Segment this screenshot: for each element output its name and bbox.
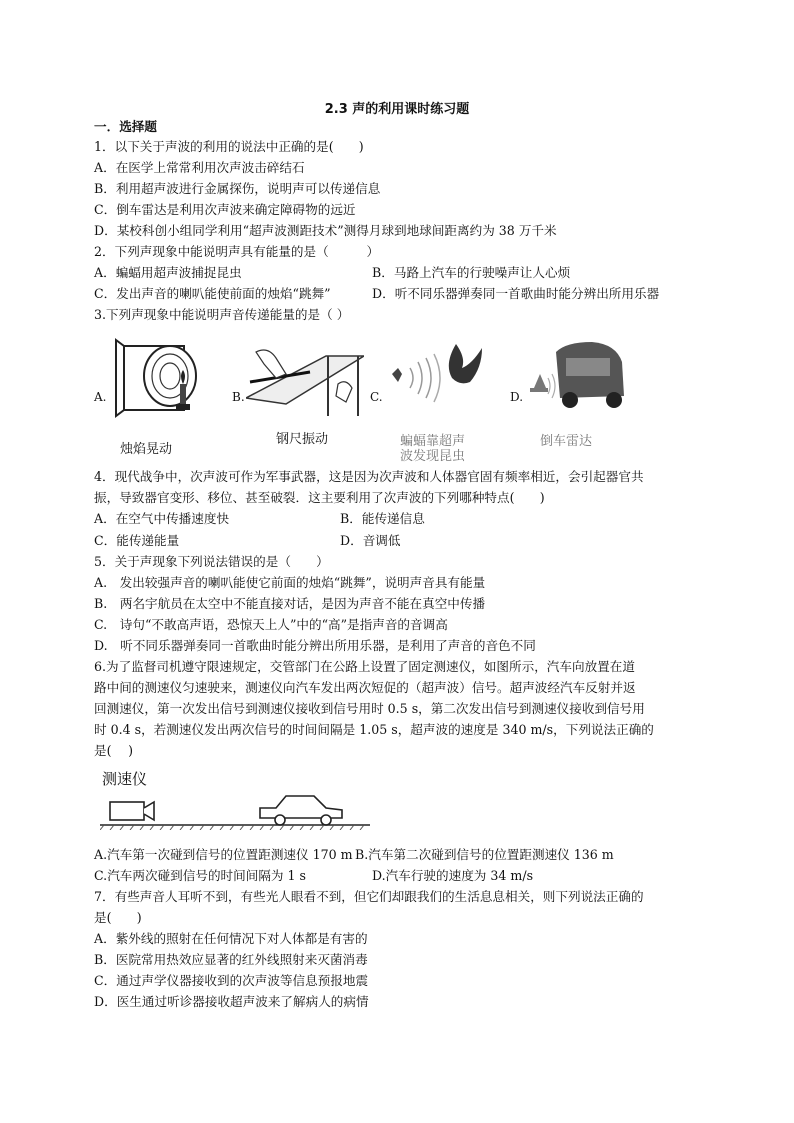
q6-option-d: D.汽车行驶的速度为 34 m/s — [372, 868, 534, 883]
fig-d-caption: 倒车雷达 — [540, 434, 593, 449]
fig-c-caption-line2: 波发现昆虫 — [400, 449, 466, 464]
q3-figure-row — [94, 338, 714, 462]
q6-option-a: A.汽车第一次碰到信号的位置距测速仪 170 m — [94, 847, 353, 862]
fig-a-caption: 烛焰晃动 — [120, 442, 173, 457]
q2-option-a: A．蝙蝠用超声波捕捉昆虫 — [94, 265, 242, 280]
q6-option-c: C.汽车两次碰到信号的时间间隔为 1 s — [94, 868, 306, 883]
q6-stem-line1: 6.为了监督司机遵守限速规定，交管部门在公路上设置了固定测速仪，如图所示，汽车向放置在道 — [94, 659, 635, 674]
q5-option-a: A. 发出较强声音的喇叭能使它前面的烛焰“跳舞”，说明声音具有能量 — [94, 575, 486, 590]
bat-illustration — [386, 338, 504, 418]
q4-stem-line2: 振，导致器官变形、移位、甚至破裂．这主要利用了次声波的下列哪种特点( ) — [94, 490, 545, 505]
q7-stem-line2: 是( ) — [94, 910, 142, 925]
q4-option-c: C．能传递能量 — [94, 533, 180, 548]
q2-option-d: D．听不同乐器弹奏同一首歌曲时能分辨出所用乐器 — [372, 286, 660, 301]
reversing-radar-illustration — [526, 338, 636, 418]
q6-stem-line5: 是( ) — [94, 743, 134, 758]
q6-stem-line3: 回测速仪，第一次发出信号到测速仪接收到信号用时 0.5 s，第二次发出信号到测速仪接收到信号用 — [94, 701, 645, 716]
q7-option-c: C．通过声学仪器接收到的次声波等信息预报地震 — [94, 973, 369, 988]
q7-option-b: B．医院常用热效应显著的红外线照射来灭菌消毒 — [94, 952, 368, 967]
fig-b-caption: 钢尺振动 — [276, 432, 329, 447]
q7-option-d: D．医生通过听诊器接收超声波来了解病人的病情 — [94, 994, 369, 1009]
q1-option-a: A．在医学上常常利用次声波击碎结石 — [94, 160, 305, 175]
q3-stem: 3.下列声现象中能说明声音传递能量的是（ ） — [94, 307, 350, 322]
q7-option-a: A．紫外线的照射在任何情况下对人体都是有害的 — [94, 931, 368, 946]
q7-stem-line1: 7．有些声音人耳听不到，有些光人眼看不到，但它们却跟我们的生活息息相关，则下列说法正确的 — [94, 889, 644, 904]
fig-a-letter: A. — [94, 390, 107, 404]
q5-option-b: B. 两名宇航员在太空中不能直接对话，是因为声音不能在真空中传播 — [94, 596, 486, 611]
q1-option-b: B．利用超声波进行金属探伤，说明声可以传递信息 — [94, 181, 381, 196]
fig-c-caption: 蝙蝠靠超声 — [400, 434, 466, 449]
q4-stem-line1: 4．现代战争中，次声波可作为军事武器，这是因为次声波和人体器官固有频率相近，会引起器官共 — [94, 469, 644, 484]
speed-detector-car-diagram — [100, 788, 370, 830]
speed-detector-figure — [100, 768, 370, 830]
q5-option-d: D. 听不同乐器弹奏同一首歌曲时能分辨出所用乐器，是利用了声音的音色不同 — [94, 638, 536, 653]
q1-option-d: D．某校科创小组同学利用“超声波测距技术”测得月球到地球间距离约为 38 万千米 — [94, 223, 557, 238]
q1-stem: 1．以下关于声波的利用的说法中正确的是( ) — [94, 139, 364, 154]
q4-option-b: B．能传递信息 — [340, 511, 425, 526]
q2-option-b: B．马路上汽车的行驶噪声让人心烦 — [372, 265, 571, 280]
q5-option-c: C. 诗句“不敢高声语，恐惊天上人”中的“高”是指声音的音调高 — [94, 617, 448, 632]
q2-option-c: C．发出声音的喇叭能使前面的烛焰“跳舞” — [94, 286, 331, 301]
q2-stem: 2．下列声现象中能说明声具有能量的是（ ） — [94, 244, 380, 259]
q6-stem-line4: 时 0.4 s，若测速仪发出两次信号的时间间隔是 1.05 s，超声波的速度是 340 m/s，下列说法正确的 — [94, 722, 654, 737]
q6-option-b: B.汽车第二次碰到信号的位置距测速仪 136 m — [355, 847, 614, 862]
speaker-candle-illustration — [112, 338, 202, 418]
q6-stem-line2: 路中间的测速仪匀速驶来，测速仪向汽车发出两次短促的（超声波）信号。超声波经汽车反射并返 — [94, 680, 636, 695]
steel-ruler-illustration — [246, 338, 364, 418]
speed-detector-label: 测速仪 — [102, 770, 148, 788]
section-heading: 一．选择题 — [94, 119, 157, 134]
fig-b-letter: B. — [232, 390, 245, 404]
q4-option-a: A．在空气中传播速度快 — [94, 511, 230, 526]
q4-option-d: D．音调低 — [340, 533, 401, 548]
page-title: 2.3 声的利用课时练习题 — [324, 102, 470, 117]
q5-stem: 5．关于声现象下列说法错误的是（ ） — [94, 554, 329, 569]
fig-c-letter: C. — [370, 390, 383, 404]
fig-d-letter: D. — [510, 390, 524, 404]
q1-option-c: C．倒车雷达是利用次声波来确定障碍物的远近 — [94, 202, 356, 217]
